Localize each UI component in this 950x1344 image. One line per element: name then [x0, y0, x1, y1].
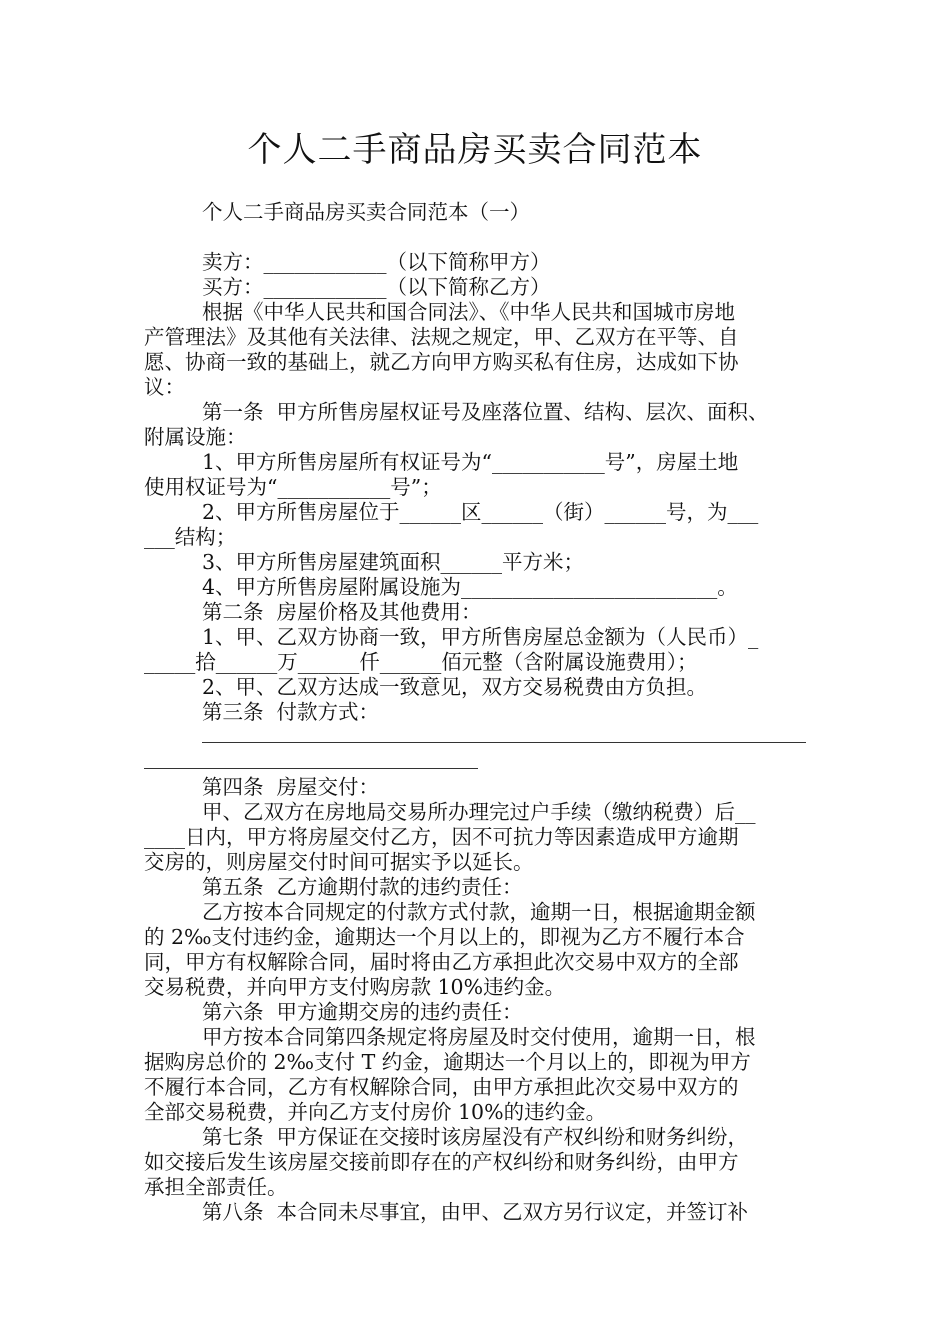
- text-line: 第三条 付款方式：: [202, 700, 380, 724]
- text-line: 的 2‰支付违约金，逾期达一个月以上的，即视为乙方不履行本合: [144, 925, 745, 949]
- text-line: 使用权证号为“___________号”；: [144, 475, 442, 499]
- text-line: 1、甲、乙双方协商一致，甲方所售房屋总金额为（人民币）_: [202, 625, 759, 649]
- payment-blank-line-2: [144, 768, 478, 769]
- text-line: 据购房总价的 2‰支付 T 约金，逾期达一个月以上的，即视为甲方: [144, 1050, 751, 1074]
- text-line: 第二条 房屋价格及其他费用：: [202, 600, 482, 624]
- text-line: 第五条 乙方逾期付款的违约责任：: [202, 875, 523, 899]
- text-line: 如交接后发生该房屋交接前即存在的产权纠纷和财务纠纷，由甲方: [144, 1150, 739, 1174]
- text-line: ___结构；: [144, 525, 237, 549]
- text-line: 2、甲方所售房屋位于______区______（街）______号，为___: [202, 500, 759, 524]
- text-line: 个人二手商品房买卖合同范本（一）: [202, 200, 530, 224]
- text-line: 买方：____________（以下简称乙方）: [202, 275, 551, 299]
- text-line: 议：: [144, 375, 185, 399]
- text-line: 第四条 房屋交付：: [202, 775, 380, 799]
- text-line: 全部交易税费，并向乙方支付房价 10%的违约金。: [144, 1100, 607, 1124]
- text-line: 3、甲方所售房屋建筑面积______平方米；: [202, 550, 585, 574]
- text-line: 第八条 本合同未尽事宜，由甲、乙双方另行议定，并签订补: [202, 1200, 749, 1224]
- text-line: 产管理法》及其他有关法律、法规之规定，甲、乙双方在平等、自: [144, 325, 739, 349]
- text-line: 同，甲方有权解除合同，届时将由乙方承担此次交易中双方的全部: [144, 950, 739, 974]
- text-line: 甲方按本合同第四条规定将房屋及时交付使用，逾期一日，根: [202, 1025, 756, 1049]
- text-line: ____日内，甲方将房屋交付乙方，因不可抗力等因素造成甲方逾期: [144, 825, 739, 849]
- text-line: 承担全部责任。: [144, 1175, 288, 1199]
- text-line: 交房的，则房屋交付时间可据实予以延长。: [144, 850, 534, 874]
- text-line: 根据《中华人民共和国合同法》、《中华人民共和国城市房地: [202, 300, 735, 324]
- text-line: _____拾______万______仟______佰元整（含附属设施费用）；: [144, 650, 698, 674]
- payment-blank-line-1: [202, 742, 806, 743]
- text-line: 乙方按本合同规定的付款方式付款，逾期一日，根据逾期金额: [202, 900, 756, 924]
- text-line: 不履行本合同，乙方有权解除合同，由甲方承担此次交易中双方的: [144, 1075, 739, 1099]
- text-line: 第一条 甲方所售房屋权证号及座落位置、结构、层次、面积、: [202, 400, 769, 424]
- text-line: 1、甲方所售房屋所有权证号为“___________号”，房屋土地: [202, 450, 739, 474]
- document-title: 个人二手商品房买卖合同范本: [247, 130, 703, 170]
- text-line: 甲、乙双方在房地局交易所办理完过户手续（缴纳税费）后__: [202, 800, 756, 824]
- text-line: 交易税费，并向甲方支付购房款 10%违约金。: [144, 975, 566, 999]
- text-line: 第六条 甲方逾期交房的违约责任：: [202, 1000, 523, 1024]
- text-line: 卖方：____________（以下简称甲方）: [202, 250, 551, 274]
- text-line: 2、甲、乙双方达成一致意见，双方交易税费由方负担。: [202, 675, 708, 699]
- text-line: 第七条 甲方保证在交接时该房屋没有产权纠纷和财务纠纷，: [202, 1125, 749, 1149]
- text-line: 附属设施：: [144, 425, 247, 449]
- text-line: 愿、协商一致的基础上，就乙方向甲方购买私有住房，达成如下协: [144, 350, 739, 374]
- text-line: 4、甲方所售房屋附属设施为_________________________。: [202, 575, 738, 599]
